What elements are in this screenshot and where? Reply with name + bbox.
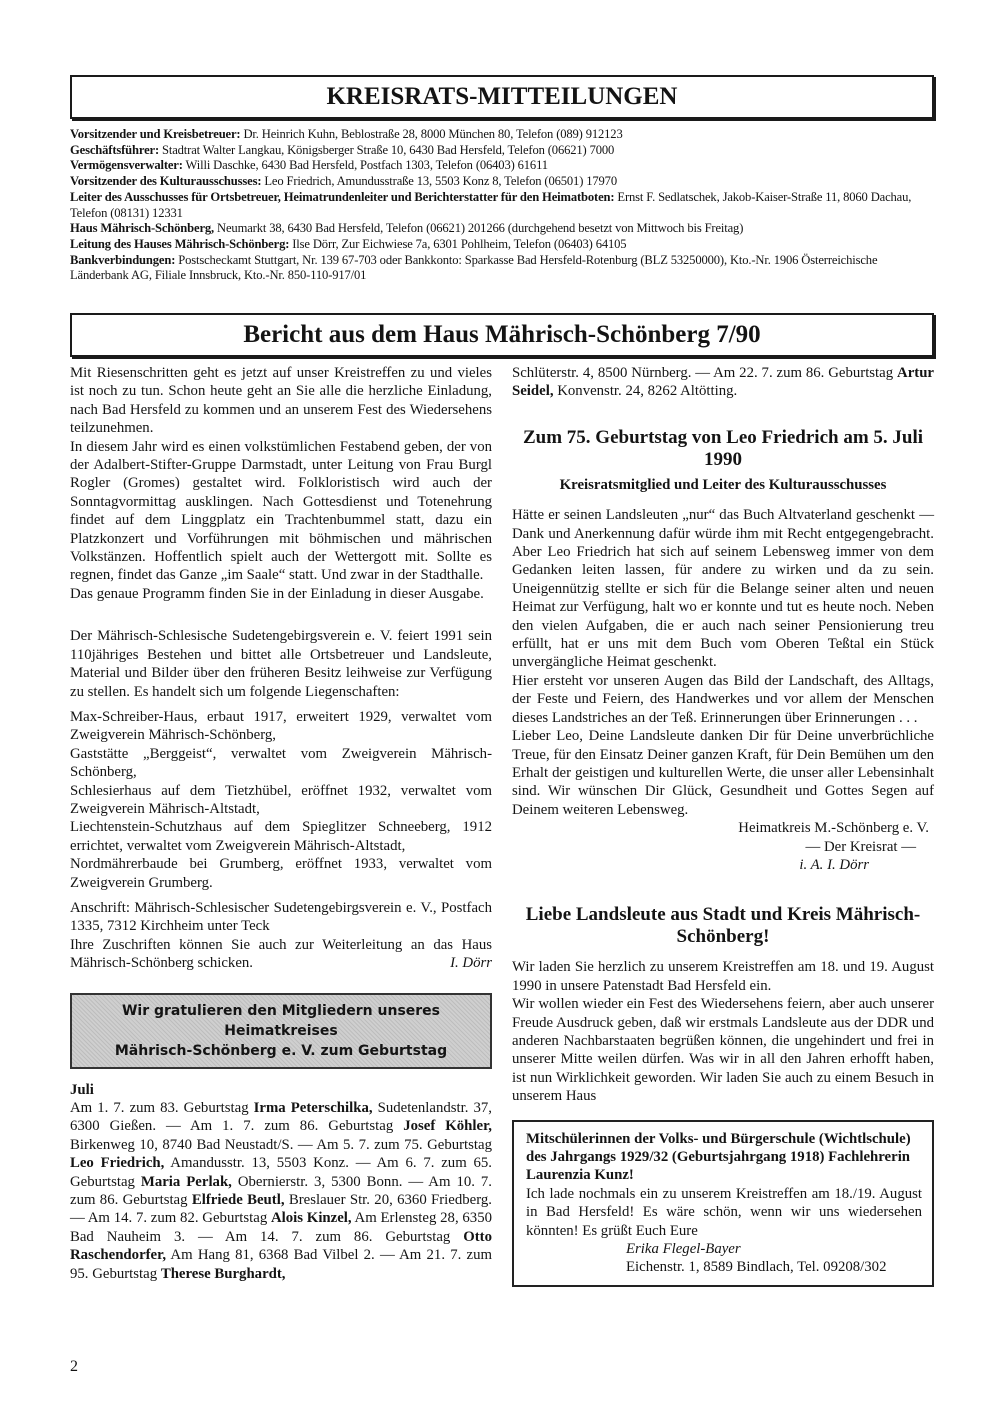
contact-text: Ilse Dörr, Zur Eichwiese 7a, 6301 Pohlheim, Telefon (06403) 64105 (289, 236, 627, 251)
person-name: Irma Peterschilka, (253, 1100, 373, 1116)
notice-title: Mitschülerinnen der Volks- und Bürgerschule (Wichtlschule) des Jahrgangs 1929/32 (Geburtsjahrgang 1918) Fachlehrerin Laurenzia Kunz! (526, 1130, 911, 1184)
paragraph: Wir wollen wieder ein Fest des Wiedersehens feiern, aber auch unserer Freude Ausdruck geben, daß wir erstmals Landsleute aus der DDR und anderen Nachbarstaaten begrüßen können, die ungehindert und frei in unserer Mitte weilen dürfen. Was wir in all den Jahren erhofft haben, ist nun Wirklichkeit geworden. Wir laden Sie auch zu einem Besuch in unserem Haus (512, 996, 934, 1105)
contact-text: Dr. Heinrich Kuhn, Beblostraße 28, 8000 München 80, Telefon (089) 912123 (240, 127, 623, 141)
notice-signature: Erika Flegel-Bayer (626, 1241, 741, 1258)
contact-label: Leitung des Hauses Mährisch-Schönberg: (70, 236, 290, 251)
person-name: Leo Friedrich, (70, 1155, 165, 1172)
contact-label: Haus Mährisch-Schönberg, (70, 221, 215, 236)
contact-line (70, 221, 934, 237)
paragraph: Mit Riesenschritten geht es jetzt auf unser Kreistreffen zu und vieles ist noch zu tun. Schon heute geht an Sie alle die herzliche Einladung, nach Bad Hersfeld zu kommen und an unserem Fest des Wiedersehens teilzunehmen. (70, 365, 492, 437)
person-name: Josef Köhler, (403, 1118, 492, 1135)
property-item: Gaststätte „Berggeist“, verwaltet vom Zweigverein Mährisch-Schönberg, (70, 745, 492, 781)
signature-line: Heimatkreis M.-Schönberg e. V. (738, 820, 929, 837)
contact-label: Bankverbindungen: (70, 252, 176, 267)
contact-line (70, 190, 934, 221)
article-subtitle: Kreisratsmitglied und Leiter des Kulturausschusses (559, 476, 887, 493)
person-name: Otto Raschendorfer, (70, 1228, 492, 1264)
right-column (512, 364, 934, 1287)
forward-text: Ihre Zuschriften können Sie auch zur Weiterleitung an das Haus Mährisch-Schönberg schicken. (70, 936, 492, 972)
notice-address: Eichenstr. 1, 8589 Bindlach, Tel. 09208/302 (626, 1259, 887, 1276)
text-segment: Am Hang 81, 6368 Bad Vilbel 2. — Am 21. 7. zum 95. Geburtstag (70, 1247, 492, 1282)
contact-line (70, 253, 934, 284)
paragraph: In diesem Jahr wird es einen volkstümlichen Festabend geben, der von der Adalbert-Stifter-Gruppe Darmstadt, unter Leitung von Frau Burgl Rogler (Gromes) gestaltet wird. Folkloristisch wird auch der Sonntagvormittag ausklingen. Nach Gottesdienst und Totenehrung findet auf dem Linggplatz ein Trachtenbummel statt, dazu ein Platzkonzert und Vorführungen mit böhmischen und mährischen Volkstänzen. Hoffentlich spielt auch der Wettergott mit. Sollte es regnen, findet das Ganze „im Saale“ statt. Und zwar in der Stadthalle. (70, 438, 492, 584)
text-segment: Breslauer Str. 20, 6360 Friedberg. — Am 14. 7. zum 82. Geburtstag (70, 1192, 492, 1227)
contact-text: Willi Daschke, 6430 Bad Hersfeld, Postfach 1303, Telefon (06403) 61611 (182, 158, 548, 173)
paragraph: Der Mährisch-Schlesische Sudetengebirgsverein e. V. feiert 1991 sein 110jähriges Bestehen und bittet alle Ortsbetreuer und Landsleute, Material und Bilder über den früheren Besitz leihweise zur Verfügung zu stellen. Es handelt sich um folgende Liegenschaften: (70, 628, 492, 700)
banner-line: Wir gratulieren den Mitgliedern unseres Heimatkreises (121, 1002, 441, 1039)
person-name: Maria Perlak, (140, 1173, 232, 1190)
property-list (70, 708, 492, 892)
text-segment: Amandusstr. 13, 5503 Konz. — Am 6. 7. zum 65. Geburtstag (70, 1155, 492, 1190)
address-paragraph: Anschrift: Mährisch-Schlesischer Sudetengebirgsverein e. V., Postfach 1335, 7312 Kirchheim unter Teck (70, 899, 492, 935)
congratulations-banner (70, 993, 492, 1069)
property-item: Schlesierhaus auf dem Tietzhübel, eröffnet 1932, verwaltet vom Zweigverein Mährisch-Altstadt, (70, 782, 492, 817)
notice-text: Ich lade nochmals ein zu unserem Kreistreffen am 18./19. August in Bad Hersfeld! Es wäre schön, wenn wir uns wiedersehen könnten! Es grüßt Euch Eure (526, 1185, 922, 1239)
text-segment: Obernierstr. 3, 5300 Bonn. — Am 10. 7. zum 86. Geburtstag (70, 1173, 492, 1209)
contact-line (70, 158, 934, 174)
contact-line (70, 127, 934, 143)
paragraph (70, 936, 492, 973)
contact-label: Vorsitzender und Kreisbetreuer: (70, 127, 241, 141)
text-segment: Schlüterstr. 4, 8500 Nürnberg. — Am 22. 7. zum 86. Geburtstag (512, 365, 898, 381)
text-segment: Sudetenlandstr. 37, 6300 Gießen. — Am 1. 7. zum 86. Geburtstag (70, 1100, 492, 1135)
page-number: 2 (70, 1358, 78, 1375)
section-title-kreisrats-mitteilungen: KREISRATS-MITTEILUNGEN (70, 75, 934, 119)
contact-line (70, 237, 934, 253)
paragraph: Hätte er seinen Landsleuten „nur“ das Buch Altvaterland geschenkt — Dank und Anerkennung dafür würde ihm mit Recht entgegengebracht. Aber Leo Friedrich hat sich auf seinem Lebensweg immer von dem Gedanken leiten lassen, für andere zu wirken und da zu sein. Uneigennützig stellte er sich für die Belange seiner alten und neuen Heimat zur Verfügung, halt wo er konnte und tut es heute noch. Neben den vielen Aufgaben, die er auch nach seiner Pensionierung treu erfüllt, hat er uns mit dem Buch vom Oberen Teßtal ein Stück unvergängliche Heimat geschenkt. (512, 507, 934, 671)
contact-info-block (70, 127, 934, 284)
person-name: Elfriede Beutl, (191, 1192, 285, 1209)
notice-box (512, 1120, 934, 1287)
contact-text: Ernst F. Sedlatschek, Jakob-Kaiser-Straße 11, 8060 Dachau, Telefon (08131) 12331 (70, 189, 912, 220)
paragraph: Wir laden Sie herzlich zu unserem Kreistreffen am 18. und 19. August 1990 in unsere Patenstadt Bad Hersfeld ein. (512, 959, 934, 994)
paragraph: Hier ersteht vor unseren Augen das Bild der Landschaft, des Alltags, der Feste und Feiern, des Handwerkes und vor allem der Menschen dieses Landstriches an der Teß. Erinnerungen über Erinnerungen . . . (512, 672, 934, 726)
contact-label: Geschäftsführer: (70, 142, 160, 157)
banner-line: Mährisch-Schönberg e. V. zum Geburtstag (114, 1042, 448, 1059)
property-item: Nordmährerbaude bei Grumberg, eröffnet 1933, verwaltet vom Zweigverein Grumberg. (70, 856, 492, 891)
birthday-list (70, 1099, 492, 1283)
contact-line (70, 143, 934, 159)
text-segment: Am Erlensteg 28, 6350 Bad Nauheim 3. — Am 14. 7. zum 86. Geburtstag (70, 1210, 492, 1245)
person-name: Artur Seidel, (512, 365, 934, 400)
report-title: Bericht aus dem Haus Mährisch-Schönberg 7/90 (70, 313, 934, 357)
property-item: Liechtenstein-Schutzhaus auf dem Spieglitzer Schneeberg, 1912 errichtet, verwaltet vom Zweigverein Mährisch-Altstadt, (70, 819, 492, 854)
paragraph: Lieber Leo, Deine Landsleute danken Dir für Deine unverbrüchliche Treue, für den Einsatz Deiner ganzen Kraft, für Dein Bemühen um den Erhalt der geistigen und kulturellen Werte, die unser aller Lebensinhalt sind. Wir wünschen Dir Glück, Gesundheit und Gottes Segen auf Deinem weiteren Lebensweg. (512, 728, 934, 818)
article-title: Liebe Landsleute aus Stadt und Kreis Mährisch-Schönberg! (525, 904, 921, 948)
person-name: Therese Burghardt, (160, 1265, 286, 1282)
contact-text: Stadtrat Walter Langkau, Königsberger Straße 10, 6430 Bad Hersfeld, Telefon (06621) 7000 (159, 142, 615, 157)
birthday-list-continued (512, 364, 934, 401)
signature-line: — Der Kreisrat — (805, 838, 916, 855)
paragraph: Das genaue Programm finden Sie in der Einladung in dieser Ausgabe. (70, 585, 484, 602)
signature-line: i. A. I. Dörr (799, 856, 869, 873)
month-heading: Juli (70, 1081, 94, 1098)
contact-label: Vermögensverwalter: (70, 158, 183, 173)
property-item: Max-Schreiber-Haus, erbaut 1917, erweitert 1929, verwaltet vom Zweigverein Mährisch-Schönberg, (70, 708, 492, 744)
text-segment: Konvenstr. 24, 8262 Altötting. (553, 383, 738, 400)
article-title: Zum 75. Geburtstag von Leo Friedrich am 5. Juli 1990 (522, 426, 924, 470)
contact-text: Leo Friedrich, Amundusstraße 13, 5503 Konz 8, Telefon (06501) 17970 (261, 174, 617, 189)
left-column (70, 364, 492, 1283)
text-segment: Birkenweg 10, 8740 Bad Neustadt/S. — Am 5. 7. zum 75. Geburtstag (70, 1136, 492, 1153)
contact-label: Vorsitzender des Kulturausschusses: (70, 174, 262, 189)
contact-text: Postscheckamt Stuttgart, Nr. 139 67-703 oder Bankkonto: Sparkasse Bad Hersfeld-Rotenburg (BLZ 53250000), Kto.-Nr. 1906 Österreichische Länderbank AG, Filiale Innsbruck, Kto.-Nr. 850-110-917/01 (70, 252, 878, 283)
text-segment: Am 1. 7. zum 83. Geburtstag (70, 1100, 254, 1116)
signature: I. Dörr (450, 955, 492, 972)
contact-label: Leiter des Ausschusses für Ortsbetreuer, Heimatrundenleiter und Berichterstatter für den Heimatboten: (70, 189, 615, 204)
contact-text: Neumarkt 38, 6430 Bad Hersfeld, Telefon (06621) 201266 (durchgehend besetzt von Mittwoch bis Freitag) (214, 221, 744, 236)
person-name: Alois Kinzel, (270, 1210, 352, 1227)
contact-line (70, 174, 934, 190)
